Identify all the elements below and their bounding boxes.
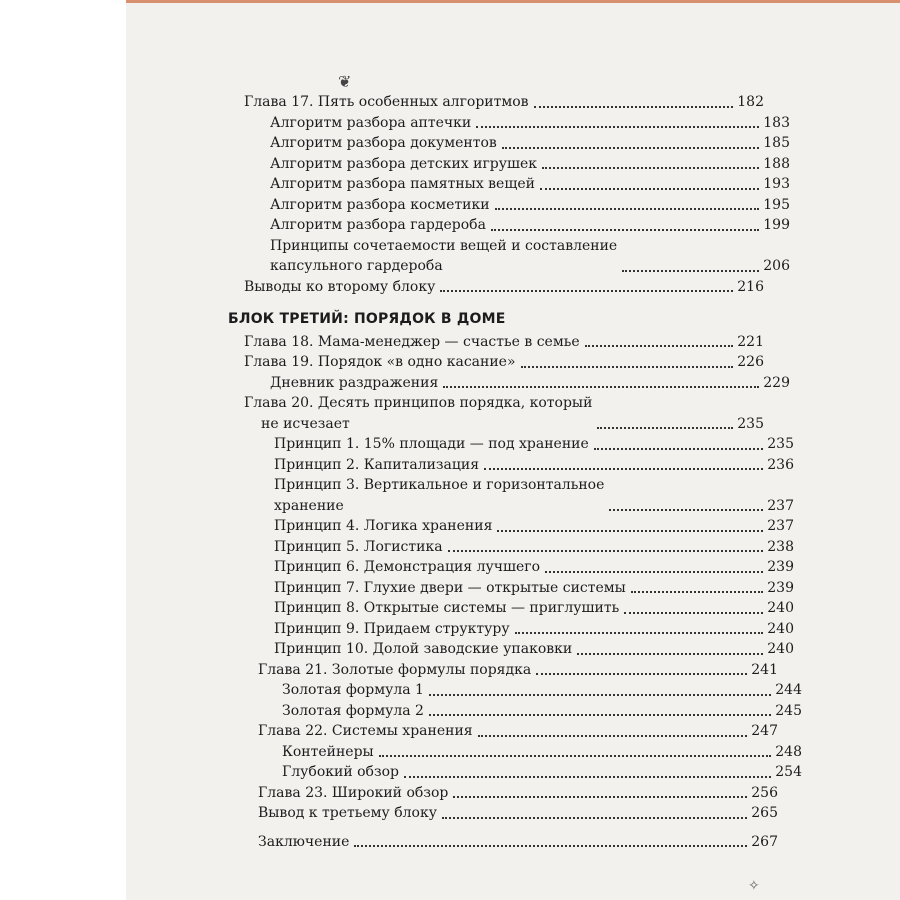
toc-block-three-head (228, 332, 790, 394)
toc-entry (228, 701, 802, 722)
toc-entry (228, 352, 764, 373)
leader-dots (495, 208, 760, 210)
toc-entry-label: Принцип 10. Долой заводские упаковки (274, 641, 573, 657)
page-number: 185 (763, 135, 790, 151)
page-number: 239 (767, 579, 794, 596)
page-number: 267 (751, 833, 778, 850)
toc-entry-label: Алгоритм разбора детских игрушек (270, 155, 538, 172)
page-number: 245 (775, 702, 802, 719)
toc-entry-label: Золотая формула 2 (282, 702, 424, 719)
top-edge-rule (126, 0, 900, 3)
page-number: 182 (737, 94, 764, 110)
toc-entry-label: Алгоритм разбора памятных вещей (270, 176, 535, 192)
leader-dots (491, 229, 759, 231)
toc-entry (228, 742, 802, 763)
page-number: 193 (763, 176, 790, 192)
toc-entry-label: Принцип 5. Логистика (274, 538, 443, 555)
leader-dots (622, 270, 759, 272)
page-number: 199 (763, 217, 790, 233)
leader-dots (429, 714, 771, 716)
leader-dots (609, 509, 763, 511)
toc-entry (228, 619, 794, 640)
page-number: 247 (751, 723, 778, 739)
leader-dots (453, 796, 747, 798)
toc-entry-label: Глава 21. Золотые формулы порядка (258, 661, 532, 678)
toc-entry-label: Принцип 6. Демонстрация лучшего (274, 559, 541, 575)
leader-dots (478, 735, 748, 737)
page-number: 238 (767, 538, 794, 555)
page-number: 265 (751, 805, 778, 821)
toc-entry (228, 557, 794, 578)
leader-dots (502, 147, 759, 149)
leader-dots (515, 632, 764, 634)
page-number: 248 (775, 743, 802, 760)
page-number: 240 (767, 641, 794, 657)
toc-entry-summary (228, 277, 764, 298)
toc-entry-label: Глава 18. Мама-менеджер — счастье в семье (244, 333, 580, 350)
leader-dots (594, 448, 763, 450)
toc-principles-1-2 (228, 434, 794, 475)
toc-entry-label: Глубокий обзор (282, 764, 400, 780)
toc-entry (228, 598, 794, 619)
toc-entry-line: хранение (274, 497, 344, 514)
toc-entry (228, 373, 790, 394)
table-of-contents (228, 92, 802, 852)
toc-entry-label: Принцип 7. Глухие двери — открытые системы (274, 579, 626, 596)
leader-dots (540, 188, 759, 190)
toc-entry (228, 762, 802, 783)
page-number: 206 (763, 258, 790, 274)
leader-dots (631, 591, 763, 593)
toc-entry-label: Принцип 4. Логика хранения (274, 518, 493, 534)
page-number: 235 (767, 436, 794, 452)
toc-entry-chapter-20 (228, 393, 764, 434)
leader-dots (448, 550, 764, 552)
toc-entry-label: Вывод к третьему блоку (258, 805, 437, 821)
toc-entry-label: Золотая формула 1 (282, 682, 424, 698)
leader-dots (429, 694, 771, 696)
leader-dots (379, 755, 772, 757)
leader-dots (577, 653, 763, 655)
toc-entry (228, 434, 794, 455)
toc-entry-label: Алгоритм разбора аптечки (270, 114, 472, 131)
page-number: 241 (751, 661, 778, 678)
page-number: 226 (737, 354, 764, 370)
toc-entry-label: Принцип 9. Придаем структуру (274, 620, 510, 637)
toc-entry (228, 92, 764, 113)
toc-entry-label: Алгоритм разбора гардероба (270, 217, 486, 233)
page-number: 239 (767, 559, 794, 575)
toc-entry (228, 154, 790, 175)
page-number: 237 (767, 518, 794, 534)
toc-entry-label: Заключение (258, 833, 350, 850)
toc-entry (228, 639, 794, 660)
toc-entry (228, 537, 794, 558)
toc-entry (228, 455, 794, 476)
leader-dots (521, 366, 734, 368)
page-number: 221 (737, 333, 764, 350)
page-number: 195 (763, 196, 790, 213)
toc-entry-label: Выводы ко второму блоку (244, 278, 436, 295)
spacer (228, 824, 748, 832)
toc-entry-label: Дневник раздражения (270, 374, 439, 391)
leader-dots (440, 290, 733, 292)
leader-dots (545, 571, 763, 573)
toc-entry (228, 133, 790, 154)
toc-entry (228, 578, 794, 599)
toc-entry (228, 783, 778, 804)
page-number: 240 (767, 620, 794, 637)
ornament-icon-bottom: ✧ (748, 878, 760, 894)
toc-entry-label: Принцип 2. Капитализация (274, 456, 480, 473)
section-heading: БЛОК ТРЕТИЙ: ПОРЯДОК В ДОМЕ (228, 311, 506, 327)
leader-dots (542, 167, 759, 169)
leader-dots (597, 427, 733, 429)
toc-entry-label: Глава 17. Пять особенных алгоритмов (244, 94, 529, 110)
page-number: 188 (763, 155, 790, 172)
toc-entry-line: Принципы сочетаемости вещей и составление (270, 237, 618, 254)
page-number: 240 (767, 600, 794, 616)
toc-entry-label: Глава 23. Широкий обзор (258, 784, 449, 801)
leader-dots (354, 845, 747, 847)
leader-dots (624, 612, 763, 614)
page-number: 244 (775, 682, 802, 698)
leader-dots (404, 776, 771, 778)
page-number: 254 (775, 764, 802, 780)
page-number: 183 (763, 114, 790, 131)
toc-entry-label: Глава 19. Порядок «в одно касание» (244, 354, 516, 370)
toc-entry-label: Алгоритм разбора документов (270, 135, 497, 151)
leader-dots (442, 817, 747, 819)
toc-entry-label: Алгоритм разбора косметики (270, 196, 490, 213)
toc-entry-line: Глава 20. Десять принципов порядка, который (244, 395, 593, 411)
toc-entry (228, 113, 790, 134)
toc-entry (228, 174, 790, 195)
toc-entry (228, 803, 778, 824)
leader-dots (585, 345, 734, 347)
leader-dots (497, 530, 763, 532)
toc-entry (228, 195, 790, 216)
toc-entry-label: Глава 22. Системы хранения (258, 723, 473, 739)
toc-block-two-tail (228, 92, 790, 236)
toc-entry (228, 516, 794, 537)
toc-entry-line: капсульного гардероба (270, 258, 443, 274)
toc-chapters-21-23 (228, 660, 802, 824)
page-number: 216 (737, 278, 764, 295)
page-number: 237 (767, 497, 794, 514)
leader-dots (484, 468, 763, 470)
ornament-icon: ❦ (338, 72, 352, 91)
leader-dots (476, 126, 759, 128)
toc-entry-label: Принцип 8. Открытые системы — приглушить (274, 600, 620, 616)
toc-entry-principle-3 (228, 475, 794, 516)
toc-entry (228, 721, 778, 742)
toc-entry (228, 660, 778, 681)
leader-dots (536, 673, 747, 675)
toc-entry (228, 215, 790, 236)
page-number: 229 (763, 374, 790, 391)
page-number: 256 (751, 784, 778, 801)
toc-entry-capsule (228, 236, 790, 277)
toc-entry (228, 332, 764, 353)
toc-entry-conclusion (228, 832, 778, 853)
toc-entry-label: Контейнеры (282, 743, 374, 760)
leader-dots (534, 106, 734, 108)
spacer (228, 297, 748, 305)
leader-dots (443, 386, 759, 388)
toc-entry-line: Принцип 3. Вертикальное и горизонтальное (274, 477, 605, 493)
page-number: 236 (767, 456, 794, 473)
page-number: 235 (737, 415, 764, 432)
toc-entry (228, 680, 802, 701)
toc-entry-line: не исчезает (261, 415, 350, 432)
toc-principles-4-10 (228, 516, 794, 660)
toc-entry-label: Принцип 1. 15% площади — под хранение (274, 436, 589, 452)
